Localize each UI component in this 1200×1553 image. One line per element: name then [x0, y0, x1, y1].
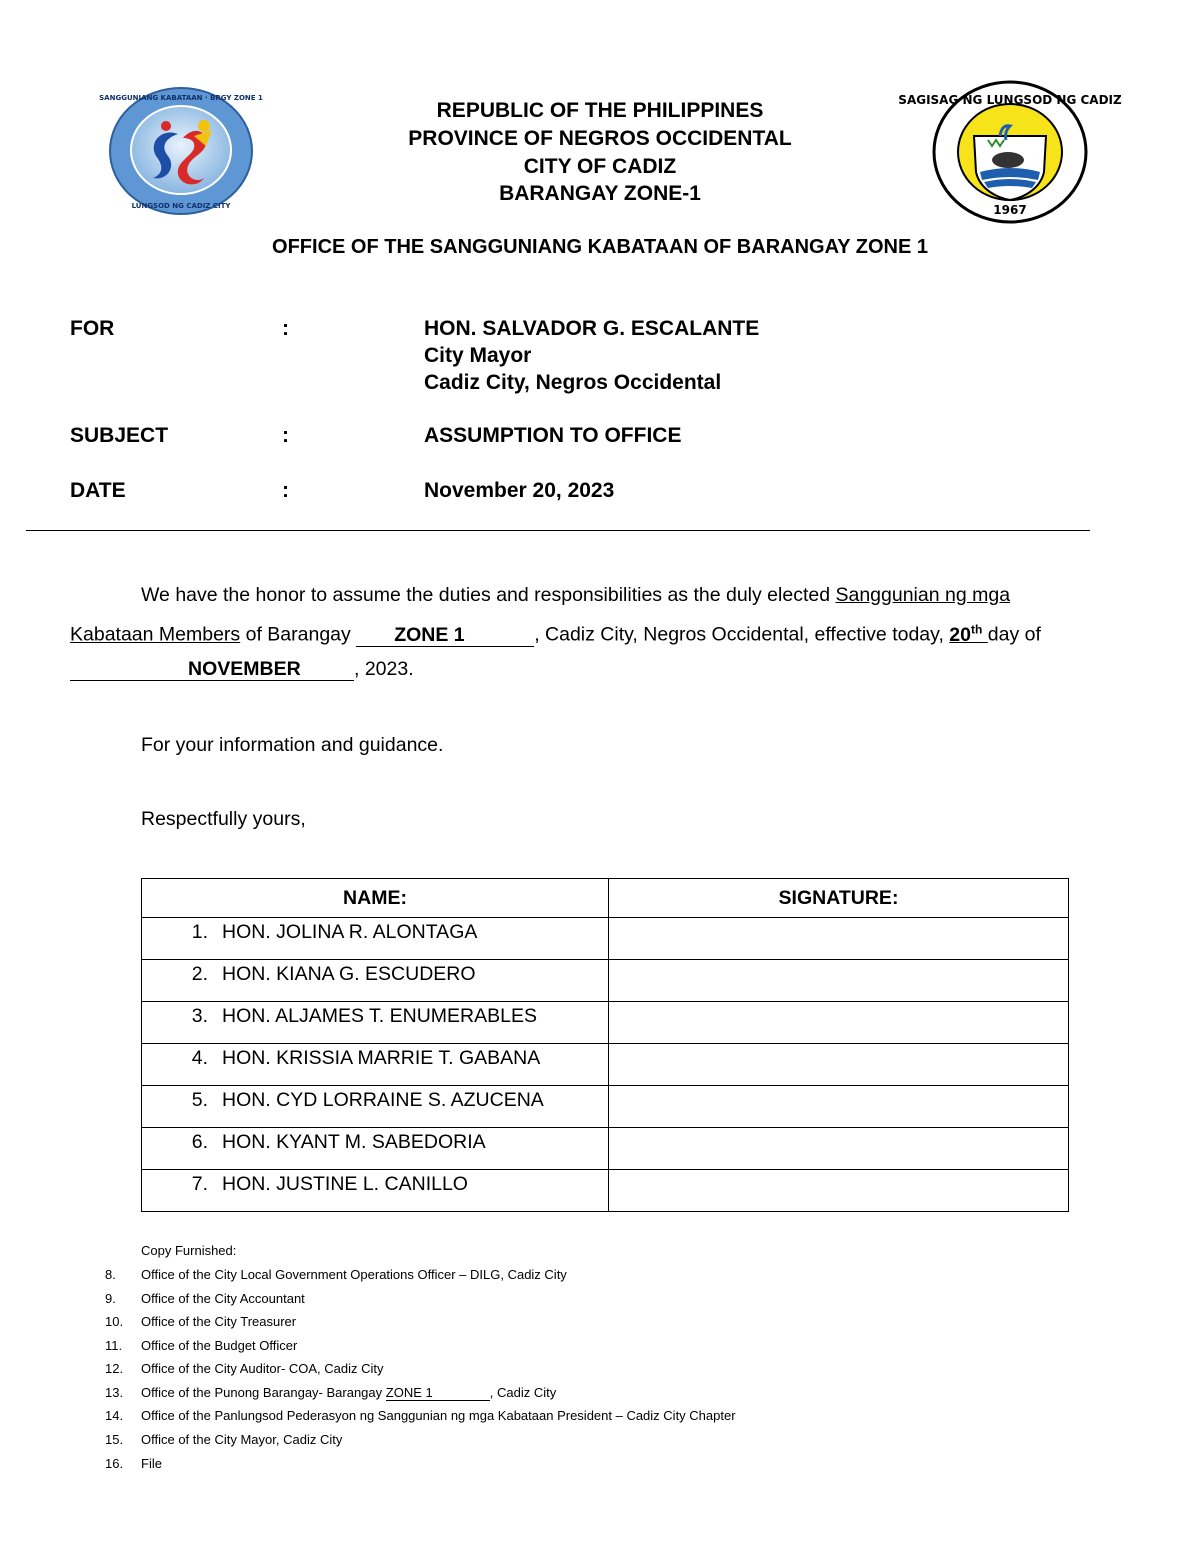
table-header-row	[142, 879, 1069, 918]
list-text	[141, 1385, 556, 1401]
member-name: HON. KRISSIA MARRIE T. GABANA	[222, 1047, 541, 1069]
list-item	[0, 1432, 1200, 1450]
svg-text:SANGGUNIANG KABATAAN · BRGY ZO: SANGGUNIANG KABATAAN · BRGY ZONE 1	[99, 94, 263, 102]
copy-furnished-title: Copy Furnished:	[141, 1243, 237, 1258]
table-row	[142, 1044, 1069, 1086]
list-number: 10.	[105, 1314, 124, 1329]
table-row	[142, 918, 1069, 960]
list-text: Office of the City Accountant	[141, 1291, 305, 1306]
body-sk-underlined: Sanggunian ng mga	[835, 584, 1011, 606]
row-number: 6.	[191, 1131, 208, 1153]
svg-text:SAGISAG NG LUNGSOD NG CADIZ: SAGISAG NG LUNGSOD NG CADIZ	[898, 93, 1122, 107]
name-cell	[142, 918, 609, 960]
list-text: File	[141, 1456, 162, 1471]
list-number: 8.	[105, 1267, 116, 1282]
name-cell	[142, 960, 609, 1002]
table-row	[142, 1170, 1069, 1212]
seal-year: 1967	[993, 203, 1027, 217]
row-number: 1.	[191, 921, 208, 943]
list-text: Office of the City Treasurer	[141, 1314, 297, 1329]
body-text: , Cadiz City, Negros Occidental, effective today,	[534, 623, 950, 646]
list-item	[0, 1408, 1200, 1426]
recipient-place: Cadiz City, Negros Occidental	[424, 371, 722, 394]
member-name: HON. JUSTINE L. CANILLO	[222, 1173, 468, 1195]
list-number: 13.	[105, 1385, 124, 1400]
list-number: 14.	[105, 1408, 124, 1423]
month-blank: NOVEMBER	[70, 659, 354, 681]
date-colon: :	[282, 479, 289, 502]
list-text-part: Office of the Punong Barangay- Barangay	[141, 1385, 386, 1400]
list-number: 11.	[105, 1338, 123, 1353]
list-text-part: , Cadiz City	[489, 1385, 557, 1400]
table-row	[142, 960, 1069, 1002]
row-number: 5.	[191, 1089, 208, 1111]
subject-colon: :	[282, 424, 289, 447]
signature-cell	[609, 960, 1069, 1002]
list-text: Office of the Panlungsod Pederasyon ng Sanggunian ng mga Kabataan President – Cadiz City Chapter	[141, 1408, 736, 1423]
list-text: Office of the Budget Officer	[141, 1338, 298, 1353]
name-cell	[142, 1170, 609, 1212]
svg-text:LUNGSOD NG CADIZ CITY: LUNGSOD NG CADIZ CITY	[131, 202, 231, 210]
for-recipient	[424, 315, 759, 396]
name-header: NAME:	[142, 879, 609, 918]
signature-cell	[609, 1044, 1069, 1086]
body-text: of Barangay	[240, 623, 357, 646]
body-text: , 2023.	[354, 658, 414, 680]
name-cell	[142, 1002, 609, 1044]
list-item	[0, 1267, 1200, 1285]
for-label: FOR	[70, 317, 115, 340]
member-name: HON. JOLINA R. ALONTAGA	[222, 921, 478, 943]
list-number: 15.	[105, 1432, 124, 1447]
member-name: HON. KYANT M. SABEDORIA	[222, 1131, 486, 1153]
signature-cell	[609, 918, 1069, 960]
signature-header: SIGNATURE:	[609, 879, 1069, 918]
header-province: PROVINCE OF NEGROS OCCIDENTAL	[408, 127, 792, 150]
row-number: 2.	[191, 963, 208, 985]
list-text: Office of the City Local Government Operations Officer – DILG, Cadiz City	[141, 1267, 567, 1282]
signature-cell	[609, 1128, 1069, 1170]
header-city: CITY OF CADIZ	[523, 155, 677, 178]
list-item	[0, 1456, 1200, 1474]
closing-line: Respectfully yours,	[141, 808, 306, 830]
list-item	[0, 1314, 1200, 1332]
subject-value: ASSUMPTION TO OFFICE	[424, 424, 682, 447]
list-text: Office of the City Auditor- COA, Cadiz City	[141, 1361, 384, 1376]
list-number: 9.	[105, 1291, 116, 1306]
table-row	[142, 1086, 1069, 1128]
day-number: 20	[949, 623, 971, 646]
header-barangay: BARANGAY ZONE-1	[499, 182, 701, 205]
recipient-title: City Mayor	[424, 344, 532, 367]
list-number: 16.	[105, 1456, 124, 1471]
body-paragraph-line1	[141, 584, 1010, 607]
body-text: We have the honor to assume the duties and responsibilities as the duly elected	[141, 584, 836, 606]
list-item	[0, 1385, 1200, 1403]
day-suffix: th	[971, 622, 983, 636]
name-cell	[142, 1044, 609, 1086]
table-row	[142, 1128, 1069, 1170]
info-line: For your information and guidance.	[141, 734, 444, 756]
body-paragraph-line2	[70, 622, 1041, 647]
date-label: DATE	[70, 479, 126, 502]
name-cell	[142, 1128, 609, 1170]
list-item	[0, 1361, 1200, 1379]
row-number: 3.	[191, 1005, 208, 1027]
office-title: OFFICE OF THE SANGGUNIANG KABATAAN OF BARANGAY ZONE 1	[272, 236, 928, 258]
signature-cell	[609, 1086, 1069, 1128]
list-number: 12.	[105, 1361, 124, 1376]
header-republic: REPUBLIC OF THE PHILIPPINES	[436, 99, 764, 122]
header-divider	[26, 530, 1090, 531]
date-value: November 20, 2023	[424, 479, 615, 502]
list-item	[0, 1291, 1200, 1309]
body-members-underlined: Kabataan Members	[70, 623, 241, 646]
signature-cell	[609, 1002, 1069, 1044]
name-cell	[142, 1086, 609, 1128]
member-name: HON. CYD LORRAINE S. AZUCENA	[222, 1089, 544, 1111]
signature-table	[141, 878, 1069, 1212]
subject-label: SUBJECT	[70, 424, 169, 447]
signature-cell	[609, 1170, 1069, 1212]
table-row	[142, 1002, 1069, 1044]
member-name: HON. KIANA G. ESCUDERO	[222, 963, 476, 985]
zone-blank-small: ZONE 1	[386, 1386, 490, 1401]
list-text: Office of the City Mayor, Cadiz City	[141, 1432, 343, 1447]
recipient-name: HON. SALVADOR G. ESCALANTE	[424, 317, 760, 340]
member-name: HON. ALJAMES T. ENUMERABLES	[222, 1005, 537, 1027]
body-text: day of	[987, 623, 1041, 646]
list-item	[0, 1338, 1200, 1356]
day-blank	[949, 624, 987, 646]
for-colon: :	[282, 317, 289, 340]
row-number: 4.	[191, 1047, 208, 1069]
row-number: 7.	[191, 1173, 208, 1195]
zone-blank: ZONE 1	[356, 625, 534, 647]
body-paragraph-line3	[70, 658, 414, 681]
